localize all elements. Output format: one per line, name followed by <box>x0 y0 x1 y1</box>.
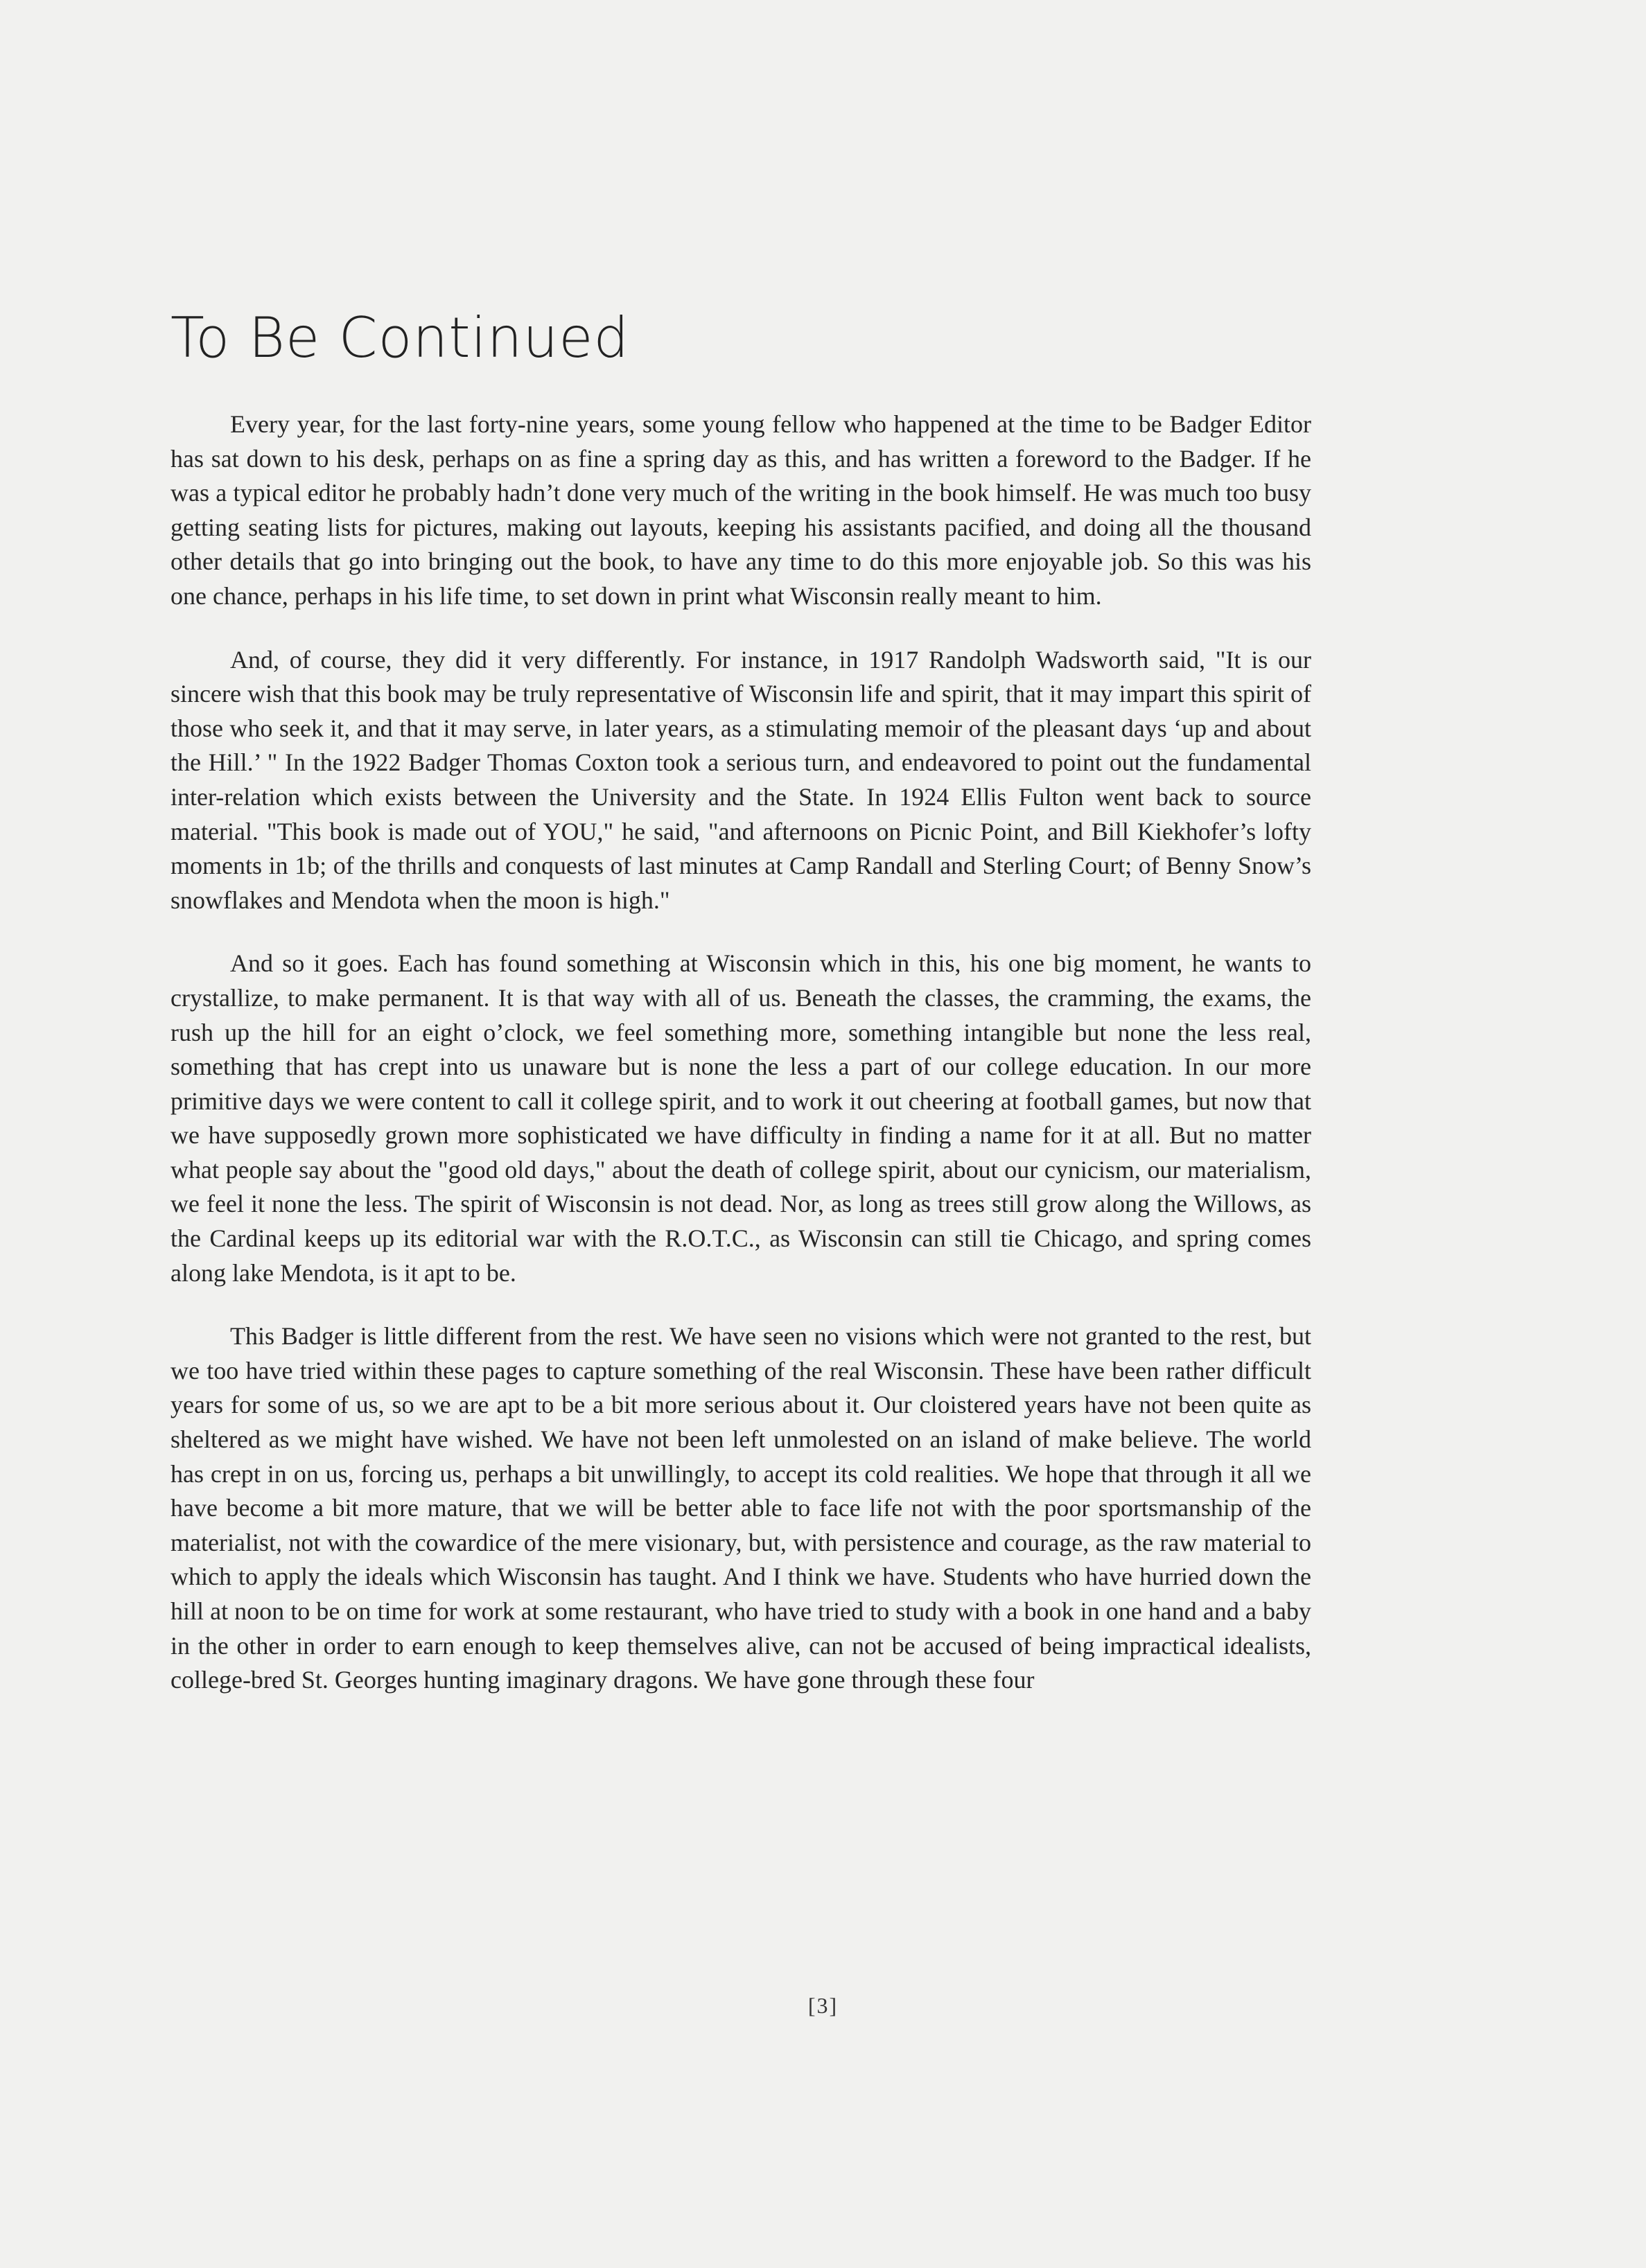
paragraph-3: And so it goes. Each has found something at Wisconsin which in this, his one big moment, he wants to crystallize, to make permanent. It is that way with all of us. Beneath the classes, the cramming, the exams, the rush up the hill for an eight o’clock, we feel something more, something intangible but none the less real, something that has crept into us unaware but is none the less a part of our college education. In our more primitive days we were content to call it college spirit, and to work it out cheering at football games, but now that we have supposedly grown more sophisticated we have difficulty in finding a name for it at all. But no matter what people say about the "good old days," about the death of college spirit, about our cynicism, our materialism, we feel it none the less. The spirit of Wisconsin is not dead. Nor, as long as trees still grow along the Willows, as the Cardinal keeps up its editorial war with the R.O.T.C., as Wisconsin can still tie Chicago, and spring comes along lake Mendota, is it apt to be. <box>170 949 1311 1287</box>
paragraph-1: Every year, for the last forty-nine years, some young fellow who happened at the time to be Badger Editor has sat down to his desk, perhaps on as fine a spring day as this, and has written a foreword to the Badger. If he was a typical editor he probably hadn’t done very much of the writing in the book himself. He was much too busy getting seating lists for pictures, making out layouts, keeping his assistants pacified, and doing all the thousand other details that go into bringing out the book, to have any time to do this more enjoyable job. So this was his one chance, perhaps in his life time, to set down in print what Wisconsin really meant to him. <box>170 410 1311 610</box>
page-title: To Be Continued <box>170 306 630 370</box>
paragraph-2: And, of course, they did it very differently. For instance, in 1917 Randolph Wadsworth said, "It is our sincere wish that this book may be truly representative of Wisconsin life and spirit, that it may impart this spirit of those who seek it, and that it may serve, in later years, as a stimulating memoir of the pleasant days ‘up and about the Hill.’ " In the 1922 Badger Thomas Coxton took a serious turn, and endeavored to point out the fundamental inter-relation which exists between the University and the State. In 1924 Ellis Fulton went back to source material. "This book is made out of YOU," he said, "and afternoons on Picnic Point, and Bill Kiekhofer’s lofty moments in 1b; of the thrills and conquests of last minutes at Camp Randall and Sterling Court; of Benny Snow’s snowflakes and Mendota when the moon is high." <box>170 645 1311 914</box>
body-text <box>170 407 1311 1727</box>
paragraph-4: This Badger is little different from the rest. We have seen no visions which were not granted to the rest, but we too have tried within these pages to capture something of the real Wisconsin. These have been rather difficult years for some of us, so we are apt to be a bit more serious about it. Our cloistered years have not been quite as sheltered as we might have wished. We have not been left unmolested on an island of make believe. The world has crept in on us, forcing us, perhaps a bit unwillingly, to accept its cold realities. We hope that through it all we have become a bit more mature, that we will be better able to face life not with the poor sportsmanship of the materialist, not with the cowardice of the mere visionary, but, with persistence and courage, as the raw material to which to apply the ideals which Wisconsin has taught. And I think we have. Students who have hurried down the hill at noon to be on time for work at some restaurant, who have tried to study with a book in one hand and a baby in the other in order to earn enough to keep themselves alive, can not be accused of being impractical idealists, college-bred St. Georges hunting imaginary dragons. We have gone through these four <box>170 1322 1311 1694</box>
page-number: [3] <box>807 1993 839 2018</box>
